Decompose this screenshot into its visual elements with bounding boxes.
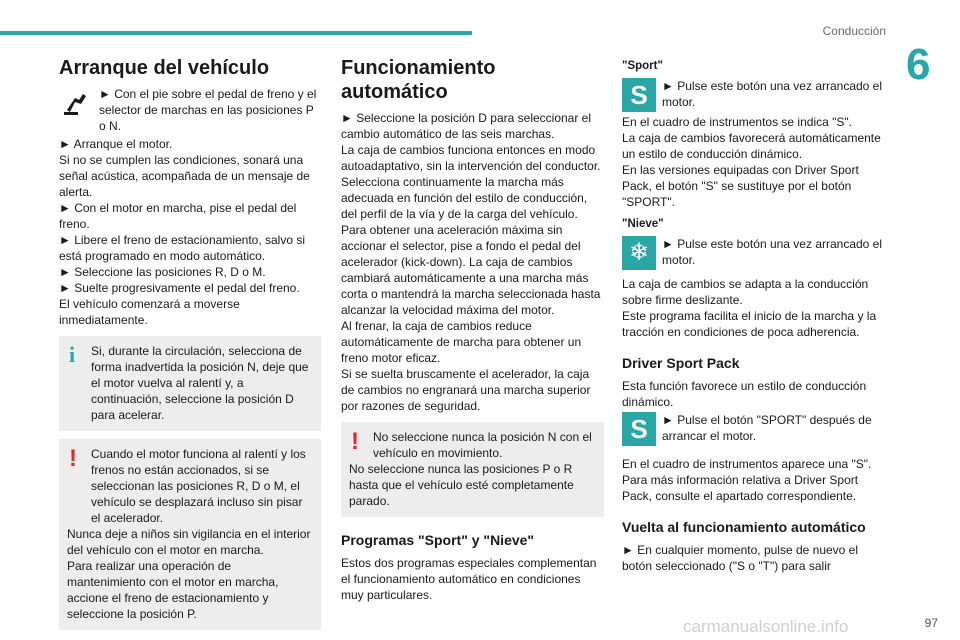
warning-icon: ! bbox=[69, 445, 77, 472]
foot-brake-icon bbox=[59, 86, 93, 120]
snow-p1: La caja de cambios se adapta a la conducción sobre firme deslizante. bbox=[622, 277, 869, 307]
snow-step: ► Pulse este botón una vez arrancado el motor. bbox=[662, 236, 884, 268]
title-automatic: Funcionamiento automático bbox=[341, 57, 496, 103]
warning-gear-2: No seleccione nunca las posiciones P o R hasta que el vehículo esté completamente parado. bbox=[349, 462, 574, 508]
watermark: carmanualsonline.info bbox=[683, 617, 849, 636]
sport-p3: En las versiones equipadas con Driver Sport Pack, el botón "S" se sustituye por el botón "SPORT". bbox=[622, 163, 859, 209]
step-2: ► Arranque el motor. bbox=[59, 136, 321, 152]
sport-button-icon: S bbox=[622, 412, 656, 446]
sport-p1: En el cuadro de instrumentos se indica "S". bbox=[622, 115, 852, 129]
dsp-p3: Para más información relativa a Driver Sport Pack, consulte el apartado correspondiente. bbox=[622, 473, 859, 503]
subtitle-return: Vuelta al funcionamiento automático bbox=[622, 519, 866, 535]
snowflake-icon: ❄ bbox=[622, 236, 656, 270]
dsp-p1: Esta función favorece un estilo de conducción dinámico. bbox=[622, 379, 867, 409]
page-number: 97 bbox=[924, 616, 938, 630]
paragraph-alert: Si no se cumplen las condiciones, sonará una señal acústica, acompañada de un mensaje de alerta. bbox=[59, 153, 310, 199]
subtitle-driver-sport-pack: Driver Sport Pack bbox=[622, 355, 740, 371]
sport-step: ► Pulse este botón una vez arrancado el motor. bbox=[662, 78, 884, 110]
step-6: ► Suelte progresivamente el pedal del freno. bbox=[59, 280, 321, 296]
column-automatic bbox=[341, 56, 604, 603]
column-start-vehicle bbox=[59, 56, 321, 638]
sport-row bbox=[622, 78, 884, 112]
info-text: Si, durante la circulación, selecciona de forma inadvertida la posición N, deje que el motor vuelva al ralentí y, a continuación, seleccione la posición D para acelerar. bbox=[91, 344, 309, 422]
step-select-d: ► Seleccione la posición D para seleccionar el cambio automático de las seis marchas. bbox=[341, 110, 604, 142]
sport-p2: La caja de cambios favorecerá automáticamente un estilo de conducción dinámico. bbox=[622, 131, 881, 161]
snow-p2: Este programa facilita el inicio de la marcha y la tracción en condiciones de poca adherencia. bbox=[622, 309, 877, 339]
dsp-p2: En el cuadro de instrumentos aparece una "S". bbox=[622, 457, 872, 471]
title-start-vehicle: Arranque del vehículo bbox=[59, 57, 270, 79]
paragraph-adaptive: La caja de cambios funciona entonces en modo autoadaptativo, sin la intervención del conductor. bbox=[341, 143, 601, 173]
snow-row bbox=[622, 236, 884, 270]
column-programs bbox=[622, 56, 884, 574]
warning-note-gear bbox=[341, 422, 604, 517]
subtitle-snow: "Nieve" bbox=[622, 218, 664, 230]
warning-note bbox=[59, 439, 321, 630]
step-4: ► Libere el freno de estacionamiento, salvo si está programado en modo automático. bbox=[59, 232, 321, 264]
subtitle-programs: Programas "Sport" y "Nieve" bbox=[341, 532, 535, 548]
paragraph-release: Si se suelta bruscamente el acelerador, la caja de cambios no engranará una marcha superior por razones de seguridad. bbox=[341, 367, 591, 413]
paragraph-programs: Estos dos programas especiales complementan el funcionamiento automático en condiciones muy particulares. bbox=[341, 556, 597, 602]
section-title: Conducción bbox=[822, 24, 886, 38]
header-bar bbox=[0, 31, 472, 35]
paragraph-select: Selecciona continuamente la marcha más adecuada en función del estilo de conducción, del perfil de la vía y de la carga del vehículo. bbox=[341, 175, 588, 221]
warning-text-2: Nunca deje a niños sin vigilancia en el interior del vehículo con el motor en marcha. bbox=[67, 527, 311, 557]
warning-icon: ! bbox=[351, 428, 359, 455]
warning-gear-1: No seleccione nunca la posición N con el vehículo en movimiento. bbox=[373, 430, 592, 460]
chapter-number: 6 bbox=[906, 40, 931, 89]
dsp-row bbox=[622, 412, 884, 446]
paragraph-move: El vehículo comenzará a moverse inmediatamente. bbox=[59, 297, 240, 327]
sport-button-icon: S bbox=[622, 78, 656, 112]
warning-text-3: Para realizar una operación de mantenimiento con el motor en marcha, accione el freno de estacionamiento y seleccione la posición P. bbox=[67, 559, 279, 621]
dsp-step: ► Pulse el botón "SPORT" después de arrancar el motor. bbox=[662, 412, 884, 444]
paragraph-braking: Al frenar, la caja de cambios reduce automáticamente de marcha para obtener un freno motor eficaz. bbox=[341, 319, 582, 365]
step-brake-row bbox=[59, 86, 321, 134]
step-5: ► Seleccione las posiciones R, D o M. bbox=[59, 264, 321, 280]
subtitle-sport: "Sport" bbox=[622, 60, 663, 72]
info-note bbox=[59, 336, 321, 431]
step-3: ► Con el motor en marcha, pise el pedal del freno. bbox=[59, 200, 321, 232]
warning-text-1: Cuando el motor funciona al ralentí y los frenos no están accionados, si se seleccionan las posiciones R, D o M, el vehículo se desplazará incluso sin pisar el acelerador. bbox=[91, 447, 306, 525]
step-1: ► Con el pie sobre el pedal de freno y el selector de marchas en las posiciones P o N. bbox=[99, 86, 321, 134]
return-step: ► En cualquier momento, pulse de nuevo el botón seleccionado ("S o "T") para salir bbox=[622, 542, 884, 574]
info-icon: i bbox=[69, 342, 76, 367]
paragraph-kickdown: Para obtener una aceleración máxima sin accionar el selector, pise a fondo el pedal del acelerador (kick-down). La caja de cambios cambiará automáticamente a una marcha más corta o mantendrá la marcha seleccionada hasta alcanzar la velocidad máxima del motor. bbox=[341, 223, 601, 317]
